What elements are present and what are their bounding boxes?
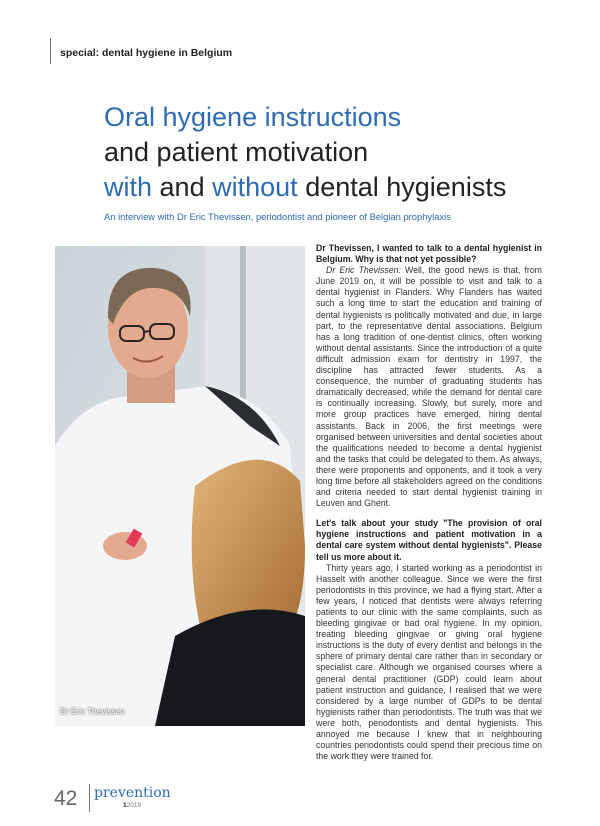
issue-info — [123, 802, 141, 809]
answer-1 — [316, 265, 542, 509]
question-1: Dr Thevissen, I wanted to talk to a dental hygienist in Belgium. Why is that not yet possible? — [316, 243, 542, 265]
magazine-brand: prevention — [94, 785, 171, 801]
page-number: 42 — [54, 787, 78, 810]
footer-divider — [89, 784, 90, 812]
answer-2: Thirty years ago, I started working as a periodontist in Hasselt with another colleague. Since we were the first periodontists in this province, we had a flying start. After a few years, I noticed that dentists were always referring patients to our clinic with the same complaints, such as bleeding gingivae or bad oral hygiene. In my opinion, treating bleeding gingivae or giving oral hygiene instructions is the duty of every dentist and belongs in the sphere of primary dental care rather than in secondary or specialist care. Although we organised courses where a general dental practitioner (GDP) could learn about patient instruction and guidance, I realised that we were considered by a large number of GDPs to be dental hygienists rather than periodontists. The truth was that we were both, periodontists and dental hygienists. This annoyed me because I knew that in neighbouring countries periodontists could spend their precious time on the work they were trained for. — [316, 562, 542, 762]
answer-1-speaker: Dr Eric Thevissen: — [326, 265, 401, 276]
title-dental-hygienists: dental hygienists — [305, 172, 507, 202]
portrait-illustration — [55, 246, 305, 726]
title-with: with — [104, 172, 153, 202]
title-line-2: and patient motivation — [104, 137, 369, 167]
title-without: without — [212, 172, 298, 202]
title-and: and — [159, 172, 205, 202]
photo-caption: Dr Eric Thevissen — [60, 707, 125, 716]
answer-1-text: Well, the good news is that, from June 2019 on, it will be possible to visit and talk to a dental hygienist in Flanders. Why Flanders has waited such a long time to start the education and training of dental hygienists is politically motivated and due, in large part, to the representative dental associations. Belgium has a long tradition of one-dentist clinics, often working without dental assistants. Since the introduction of a quite difficult admission exam for dentistry in 1997, the discipline has attracted fewer students. As a consequence, the number of graduating students has dramatically decreased, while the demand for dental care is continually increasing. Slowly, but surely, more and more group practices have emerged, hiring dental assistants. Back in 2006, the first meetings were organised between universities and dental societies about the qualifications needed to become a dental hygienist and the tasks that could be delegated to them. As always, there were proponents and opponents, and it took a very long time before all stakeholders agreed on the conditions and criteria needed to start dental hygienist training in Leuven and Ghent. — [316, 265, 542, 509]
section-label: special: dental hygiene in Belgium — [60, 47, 233, 59]
issue-number: 1 — [123, 802, 127, 809]
article-subtitle: An interview with Dr Eric Thevissen, periodontist and pioneer of Belgian prophylaxis — [104, 211, 451, 222]
issue-year: 2019 — [126, 802, 142, 809]
question-2: Let's talk about your study "The provision of oral hygiene instructions and patient motivation in a dental care system without dental hygienists". Please tell us more about it. — [316, 518, 542, 562]
article-title — [104, 100, 564, 205]
article-body — [316, 243, 542, 762]
section-divider — [50, 38, 51, 64]
portrait-photo — [55, 246, 305, 726]
title-line-1: Oral hygiene instructions — [104, 102, 402, 132]
